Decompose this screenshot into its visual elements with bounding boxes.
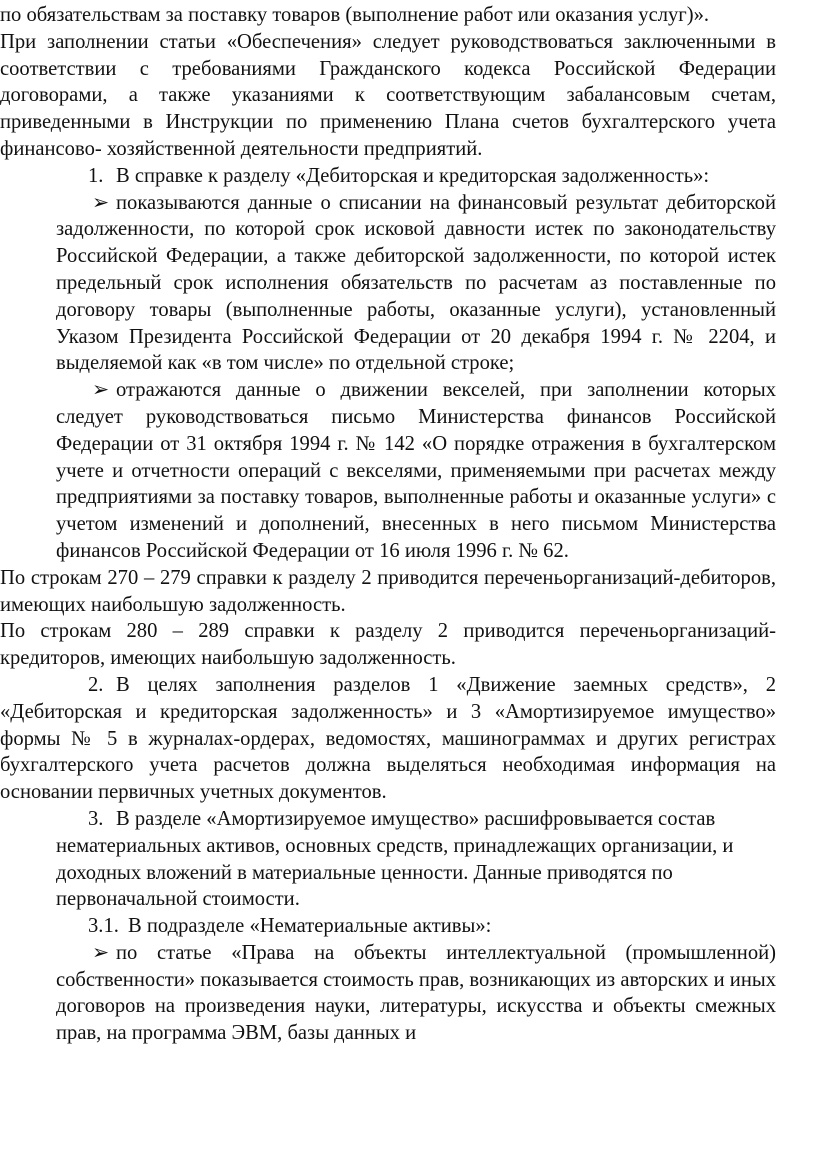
- arrow-bullet-icon: ➢: [92, 941, 110, 964]
- paragraph-obligations: по обязательствам за поставку товаров (выполнение работ или оказания услуг)».: [0, 4, 710, 26]
- paragraph-creditors-lines: По строкам 280 – 289 справки к разделу 2 приводится переченьорганизаций-кредиторов, имеющих наибольшую задолженность.: [0, 620, 776, 670]
- bullet-item-bills: [56, 377, 776, 565]
- bullet-item-write-off: [56, 190, 776, 378]
- numbered-item-2: [0, 672, 776, 806]
- item-text: В справке к разделу «Дебиторская и кредиторская задолженность»:: [116, 164, 710, 187]
- item-number: 2.: [88, 673, 104, 696]
- paragraph-security-article: При заполнении статьи «Обеспечения» следует руководствоваться заключенными в соответствии с требованиями Гражданского кодекса Российской Федерации договорами, а также указаниями к соответствующим забалансовым счетам, приведенными в Инструкции по применению Плана счетов бухгалтерского учета финансово- хозяйственной деятельности предприятий.: [0, 30, 776, 160]
- item-number: 1.: [88, 164, 104, 187]
- bullet-text: по статье «Права на объекты интеллектуальной (промышленной) собственности» показывается стоимость прав, возникающих из авторских и иных договоров на произведения науки, литературы, искусства и объекты смежных прав, на программа ЭВМ, базы данных и: [56, 941, 776, 1045]
- bullet-text: отражаются данные о движении векселей, при заполнении которых следует руководствоваться письмо Министерства финансов Российской Федерации от 31 октября 1994 г. № 142 «О порядке отражения в бухгалтерском учете и отчетности операций с векселями, применяемыми при расчетах между предприятиями за поставку товаров, выполненные работы и оказанные услуги» с учетом изменений и дополнений, внесенных в него письмом Министерства финансов Российской Федерации от 16 июля 1996 г. № 62.: [56, 379, 776, 562]
- item-text: В разделе «Амортизируемое имущество» расшифровывается состав нематериальных активов, основных средств, принадлежащих организации, и доходных вложений в материальные ценности. Данные приводятся по первоначальной стоимости.: [56, 807, 734, 911]
- bullet-item-intellectual-property: [56, 940, 776, 1047]
- item-text: В целях заполнения разделов 1 «Движение заемных средств», 2 «Дебиторская и кредиторская задолженность» и 3 «Амортизируемое имущество» формы № 5 в журналах-ордерах, ведомостях, машинограммах и других регистрах бухгалтерского учета расчетов должна выделяться необходимая информация на основании первичных учетных документов.: [0, 673, 776, 804]
- bullet-text: показываются данные о списании на финансовый результат дебиторской задолженности, по которой срок исковой давности истек по законодательству Российской Федерации, а также дебиторской задолженности, по которой истек предельный срок исполнения обязательств по расчетам аз поставленные по договору товары (выполненные работы, оказанные услуги), установленный Указом Президента Российской Федерации от 20 декабря 1994 г. № 2204, и выделяемой как «в том числе» по отдельной строке;: [56, 191, 776, 375]
- paragraph-debtors-lines: По строкам 270 – 279 справки к разделу 2 приводится переченьорганизаций-дебиторов, имеющих наибольшую задолженность.: [0, 566, 776, 616]
- numbered-item-3-1: [56, 913, 776, 940]
- item-number: 3.: [88, 807, 104, 830]
- item-number: 3.1.: [88, 915, 119, 938]
- arrow-bullet-icon: ➢: [92, 191, 110, 214]
- item-text: В подразделе «Нематериальные активы»:: [128, 915, 492, 938]
- arrow-bullet-icon: ➢: [92, 379, 110, 402]
- numbered-item-3: [56, 806, 776, 913]
- numbered-item-1: [56, 163, 776, 190]
